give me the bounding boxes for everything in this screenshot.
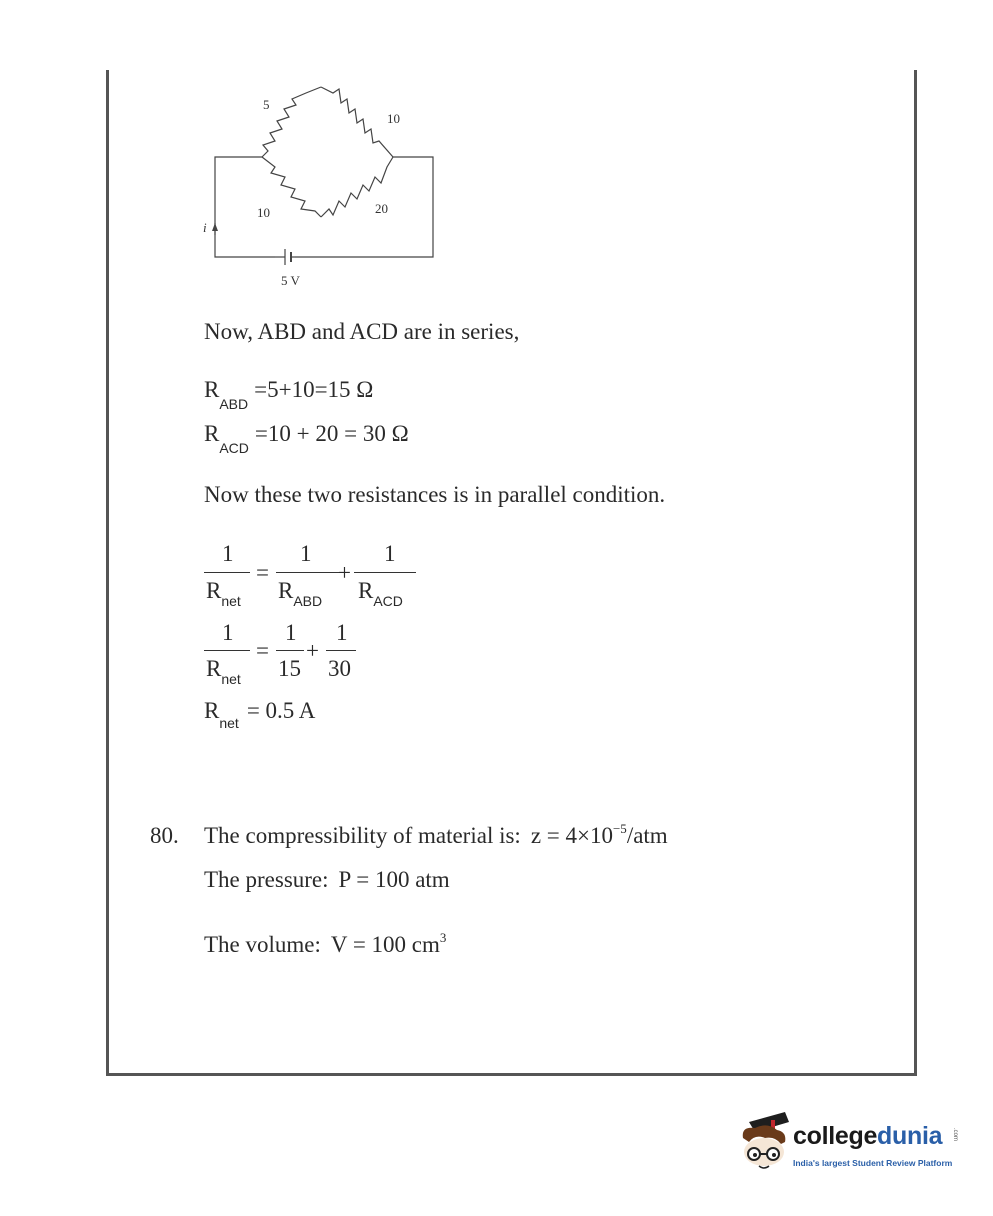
eq-r-abd-subscript: ABD (219, 396, 249, 412)
current-arrow-icon (212, 223, 218, 231)
frac2-den-a (206, 656, 241, 687)
eq-r-acd-rhs: =10 + 20 = 30 Ω (254, 421, 409, 446)
frac2-den-b: 15 (278, 656, 301, 681)
label-current: i (203, 220, 207, 235)
result-symbol: R (204, 698, 220, 723)
series-statement: Now, ABD and ACD are in series, (204, 319, 520, 344)
q80-line2 (204, 867, 450, 893)
logo-domain-suffix: .com (952, 1128, 958, 1142)
logo-wordmark-part-a: college (793, 1122, 878, 1150)
frac1-den-c-subscript: ACD (373, 593, 403, 609)
frac1-num-b: 1 (300, 541, 312, 566)
resistor-top-right (321, 87, 393, 157)
q80-line3 (204, 929, 447, 958)
frac2-den-c: 30 (328, 656, 351, 681)
frac1-den-a-subscript: net (221, 593, 241, 609)
label-r-top-left: 5 (263, 97, 270, 112)
parallel-statement: Now these two resistances is in parallel condition. (204, 482, 666, 507)
frac1-num-c: 1 (384, 541, 396, 566)
frac1-bar-b (276, 572, 340, 573)
mascot-icon (735, 1108, 793, 1188)
eq-r-abd (204, 377, 374, 412)
frac1-den-b-subscript: ABD (293, 593, 323, 609)
frac1-plus: + (338, 560, 351, 585)
label-r-bottom-left: 10 (257, 205, 270, 220)
label-r-top-right: 10 (387, 111, 400, 126)
frac1-num-a: 1 (222, 541, 234, 566)
eq-r-acd-symbol: R (204, 421, 220, 446)
frac2-num-a: 1 (222, 620, 234, 645)
logo-tagline: India's largest Student Review Platform (793, 1158, 953, 1168)
logo-wordmark (793, 1122, 942, 1151)
frac1-den-a-symbol: R (206, 578, 222, 603)
q80-v-exponent: 3 (439, 929, 447, 945)
frac1-bar-a (204, 572, 250, 573)
q80-line1-text: The compressibility of material is: (204, 823, 521, 848)
frac1-den-c (358, 578, 403, 609)
frac1-den-a (206, 578, 241, 609)
resistor-top-left (262, 87, 321, 157)
wheatstone-circuit-diagram (195, 85, 445, 295)
question-number: 80. (150, 823, 179, 848)
eq-r-abd-rhs: =5+10=15 Ω (254, 377, 374, 402)
frac2-num-c: 1 (336, 620, 348, 645)
eq-r-acd (204, 421, 409, 456)
frac2-num-b: 1 (285, 620, 297, 645)
result-rhs: = 0.5 A (246, 698, 316, 723)
frac1-den-c-symbol: R (358, 578, 374, 603)
frac1-den-b-symbol: R (278, 578, 294, 603)
q80-z-unit: /atm (626, 823, 668, 848)
result-subscript: net (219, 715, 239, 731)
q80-v-expression: V = 100 cm (330, 932, 440, 957)
label-battery: 5 V (281, 273, 300, 288)
frame-left-border (106, 70, 109, 1076)
logo-wordmark-part-b: dunia (877, 1122, 943, 1150)
frac2-plus: + (306, 638, 319, 663)
frame-right-border (914, 70, 917, 1076)
frac2-bar-c (326, 650, 356, 651)
frame-bottom-border (106, 1073, 917, 1076)
q80-line3-text: The volume: (204, 932, 321, 957)
frac1-bar-c (354, 572, 416, 573)
frac2-bar-a (204, 650, 250, 651)
frac2-bar-b (276, 650, 304, 651)
eq-r-abd-symbol: R (204, 377, 220, 402)
frac1-den-b (278, 578, 323, 609)
q80-line1 (204, 820, 668, 849)
q80-z-exponent: −5 (612, 820, 627, 836)
q80-p-expression: P = 100 atm (338, 867, 450, 892)
frac2-equals: = (256, 638, 269, 663)
collegedunia-logo[interactable] (735, 1108, 965, 1188)
q80-line2-text: The pressure: (204, 867, 329, 892)
frac1-equals: = (256, 560, 269, 585)
frac2-den-a-subscript: net (221, 671, 241, 687)
resistor-bottom-left (262, 157, 321, 217)
eq-r-acd-subscript: ACD (219, 440, 249, 456)
result-equation (204, 698, 316, 731)
label-r-bottom-right: 20 (375, 201, 388, 216)
circuit-wire-right (295, 157, 433, 257)
frac2-den-a-symbol: R (206, 656, 222, 681)
q80-z-expression: z = 4×10 (530, 823, 613, 848)
